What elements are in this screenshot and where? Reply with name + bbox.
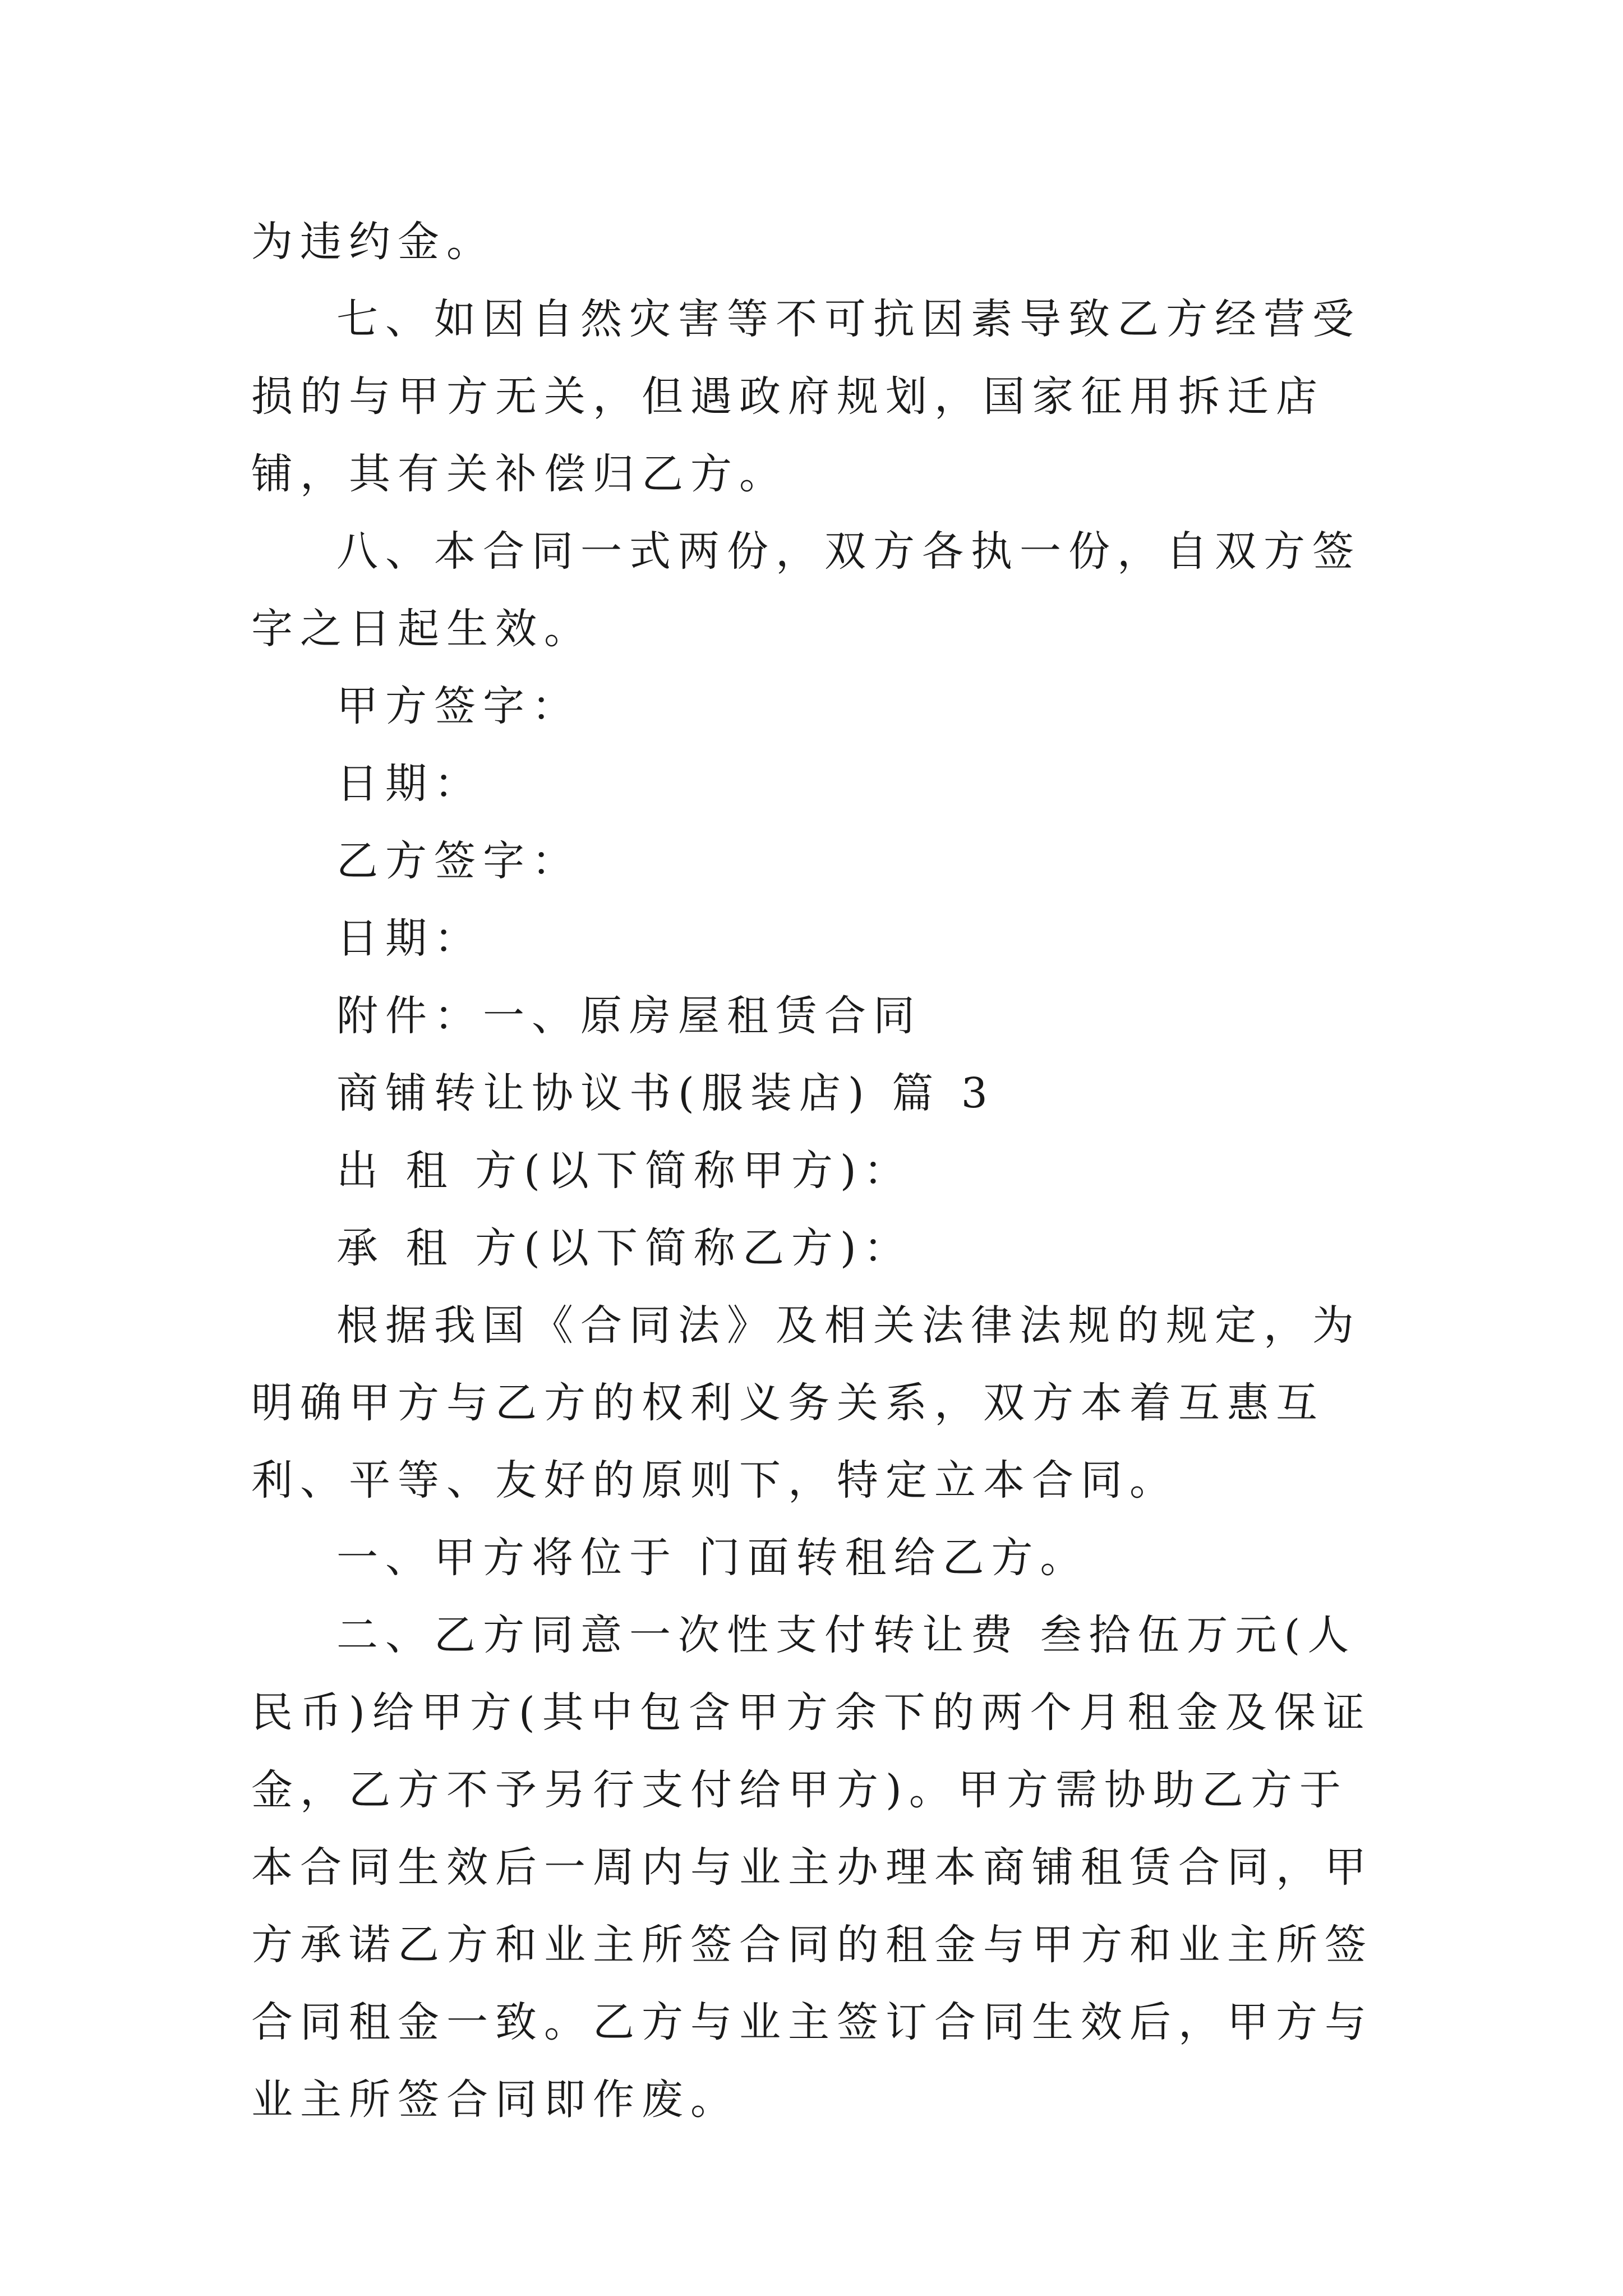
- paragraph-clause-2: 二、乙方同意一次性支付转让费 叁拾伍万元(人民币)给甲方(其中包含甲方余下的两个月租金及保证金，乙方不予另行支付给甲方)。甲方需协助乙方于本合同生效后一周内与业主办理本商铺租赁合同，甲方承诺乙方和业主所签合同的租金与甲方和业主所签合同租金一致。乙方与业主签订合同生效后，甲方与业主所签合同即作废。: [251, 1611, 1373, 2124]
- paragraph-clause-8: 八、本合同一式两份，双方各执一份，自双方签字之日起生效。: [251, 527, 1361, 653]
- section-title: 商铺转让协议书(服装店) 篇 3: [336, 1069, 995, 1117]
- paragraph-clause-1: 一、甲方将位于 门面转租给乙方。: [336, 1534, 1089, 1582]
- preamble-paragraph: 根据我国《合同法》及相关法律法规的规定，为明确甲方与乙方的权利义务关系，双方本着互惠互利、平等、友好的原则下，特定立本合同。: [251, 1301, 1361, 1504]
- attachment-line: 附件：一、原房屋租赁合同: [336, 992, 922, 1040]
- paragraph-clause-7: 七、如因自然灾害等不可抗因素导致乙方经营受损的与甲方无关，但遇政府规划，国家征用拆迁店铺，其有关补偿归乙方。: [251, 295, 1361, 498]
- paragraph: 为违约金。: [251, 218, 495, 266]
- document-body: [251, 203, 1384, 2138]
- lessor-line: 出 租 方(以下简称甲方)：: [336, 1147, 912, 1195]
- party-b-date-line: 日期：: [336, 914, 483, 963]
- party-b-signature-line: 乙方签字：: [336, 837, 580, 885]
- party-a-signature-line: 甲方签字：: [336, 682, 580, 730]
- lessee-line: 承 租 方(以下简称乙方)：: [336, 1224, 912, 1272]
- party-a-date-line: 日期：: [336, 760, 483, 808]
